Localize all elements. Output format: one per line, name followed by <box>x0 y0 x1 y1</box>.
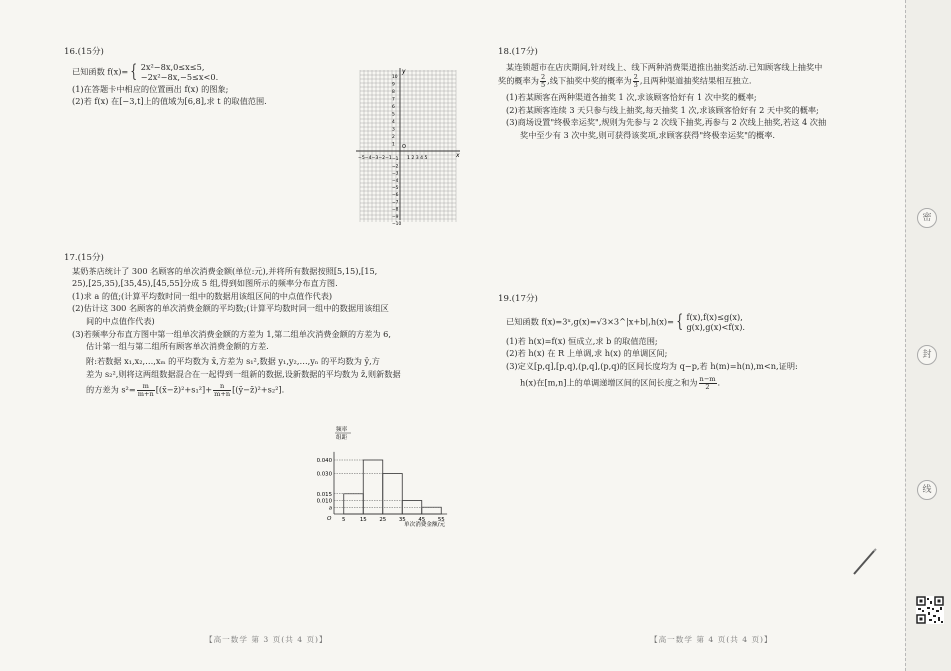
hist-bar <box>383 474 403 515</box>
y-tick-label: −8 <box>392 207 399 213</box>
hist-x-tick-label: 45 <box>418 517 426 523</box>
y-tick-label: 10 <box>392 75 398 80</box>
q16-coordinate-grid <box>352 64 464 227</box>
q17-note3: 的方差为 s²= $\frac{m}{m+n}$ [(x̄−z̄)²+s₁²]+ $\frac{n}{m+n}$ [(ȳ−z̄)²+s₂²]. <box>86 381 285 398</box>
x-ticks-positive: 1 2 3 4 5 <box>407 156 428 161</box>
y-tick-label: −2 <box>392 164 399 170</box>
q17-part3a: (3)若频率分布直方图中第一组单次消费金额的方差为 1,第二组单次消费金额的方差为 6, <box>72 328 391 339</box>
seal-feng: 封 <box>917 345 937 365</box>
y-tick-label: −6 <box>392 193 399 199</box>
q17-line1: 某奶茶店统计了 300 名顾客的单次消费金额(单位:元),并将所有数据按照[5,15),[15, <box>72 265 378 276</box>
hist-x-tick-label: 55 <box>437 517 445 523</box>
y-tick-label: 1 <box>392 142 395 148</box>
hist-x-tick-label: 15 <box>359 517 367 523</box>
q19-case2: g(x),g(x)<f(x). <box>686 322 746 333</box>
y-tick-label: 5 <box>392 112 395 118</box>
q19-case1: f(x),f(x)≤g(x), <box>686 311 743 322</box>
hist-bar <box>344 494 364 514</box>
question-19 <box>498 293 903 391</box>
y-axis-label: y <box>402 68 406 75</box>
q19-intro: 已知函数 f(x)=3ˣ,g(x)=√3×3^|x+b|,h(x)= <box>506 316 674 327</box>
hist-xlabel: 单次消费金额/元 <box>404 522 446 528</box>
q16-head: 16.(15分) <box>64 47 104 57</box>
origin-label: O <box>402 144 406 150</box>
footer-left: 【高一数学 第 3 页(共 4 页)】 <box>205 635 328 644</box>
q18-part3a: (3)商场设置"终极幸运奖",规则为先参与 2 次线下抽奖,再参与 2 次线上抽奖,若这 4 次抽 <box>506 117 827 128</box>
y-tick-label: −10 <box>392 222 402 227</box>
q19-part3b: h(x)在[m,n]上的单调递增区间的区间长度之和为 $\frac{n-m}{2}$ . <box>520 375 721 392</box>
y-tick-label: 7 <box>392 97 395 103</box>
q17-note1: 附:若数据 x₁,x₂,…,xₘ 的平均数为 x̄,方差为 s₁²,数据 y₁,y₂,…,yₙ 的平均数为 ȳ,方 <box>86 355 380 366</box>
q16-case1: 2x²−8x,0≤x≤5, <box>140 61 205 72</box>
y-tick-label: −9 <box>392 214 399 220</box>
q18-part3b: 奖中至少有 3 次中奖,则可获得该奖项,求顾客获得"终极幸运奖"的概率. <box>520 129 776 140</box>
q16-intro: 已知函数 f(x)= <box>72 66 129 77</box>
y-tick-label: −1 <box>392 157 399 163</box>
q17-part1: (1)求 a 的值;(计算平均数时同一组中的数据用该组区间的中点值作代表) <box>72 290 333 301</box>
grid-lines <box>360 70 456 222</box>
y-tick-label: −4 <box>392 178 399 184</box>
hist-x-tick-label: 5 <box>342 517 346 523</box>
q17-part2b: 间的中点值作代表) <box>86 315 155 326</box>
hist-ylabel-bottom: 组距 <box>336 435 348 441</box>
q19-part1: (1)若 h(x)=f(x) 恒成立,求 b 的取值范围; <box>506 335 658 346</box>
q17-note2: 差为 s₂²,则将这两组数据混合在一起得到一组新的数据,设新数据的平均数为 z̄,则新数据 <box>86 369 401 380</box>
hist-y-tick-label: 0.010 <box>316 498 332 505</box>
x-ticks-negative: −5−4−3−2−1 <box>358 156 392 161</box>
y-tick-label: 8 <box>392 90 395 95</box>
hist-bar <box>363 460 383 514</box>
q16-part1: (1)在答题卡中相应的位置画出 f(x) 的图象; <box>72 83 229 94</box>
hist-y-tick-label: 0.015 <box>316 491 332 498</box>
q18-part2: (2)若某顾客连续 3 天只参与线上抽奖,每天抽奖 1 次,求该顾客恰好有 2 天中奖的概率; <box>506 104 819 115</box>
q18-part1: (1)若某顾客在两种渠道各抽奖 1 次,求该顾客恰好有 1 次中奖的概率; <box>506 92 757 103</box>
hist-y-tick-label: 0.040 <box>316 458 332 464</box>
seal-mi: 密 <box>917 208 937 228</box>
y-tick-label: 3 <box>392 127 395 133</box>
x-axis-label: x <box>456 152 460 159</box>
hist-x-tick-label: 35 <box>398 517 406 523</box>
hist-bar <box>422 507 442 514</box>
y-tick-label: 6 <box>392 105 395 110</box>
y-tick-label: −7 <box>392 200 399 206</box>
y-tick-label: −3 <box>392 171 399 177</box>
q17-part2a: (2)估计这 300 名顾客的单次消费金额的平均数;(计算平均数时同一组中的数据用该组区 <box>72 303 389 314</box>
qr-code-icon <box>916 596 944 624</box>
hist-y-tick-label: 0.030 <box>316 471 332 478</box>
q16-case2: −2x²−8x,−5≤x<0. <box>140 72 219 83</box>
q16-part2: (2)若 f(x) 在[−3,t]上的值域为[6,8],求 t 的取值范围. <box>72 96 267 107</box>
q18-head: 18.(17分) <box>498 47 538 57</box>
q19-part3a: (3)定义[p,q],[p,q),(p,q],(p,q)的区间长度均为 q−p,若 h(m)=h(n),m<n,证明: <box>506 360 798 371</box>
q18-line2: 奖的概率为 $\frac{2}{5}$ ,线下抽奖中奖的概率为 $\frac{2}{3}$ ,且两种渠道抽奖结果相互独立. <box>498 73 752 90</box>
y-tick-label: 2 <box>392 135 395 140</box>
q17-head: 17.(15分) <box>64 253 104 263</box>
hist-ylabel-top: 频率 <box>336 427 348 433</box>
question-18 <box>498 46 903 142</box>
q16-function: 已知函数 f(x)= { 2x²−8x,0≤x≤5, −2x²−8x,−5≤x<0. <box>72 61 219 83</box>
y-tick-label: 9 <box>392 82 395 88</box>
seal-xian: 线 <box>917 480 937 500</box>
q17-part3b: 估计第一组与第二组所有顾客单次消费金额的方差. <box>86 341 269 352</box>
q19-function: 已知函数 f(x)=3ˣ,g(x)=√3×3^|x+b|,h(x)= { f(x),f(x)≤g(x), g(x),g(x)<f(x). <box>506 311 746 333</box>
pencil-mark-icon <box>852 548 878 576</box>
hist-x-tick-label: 25 <box>379 517 387 523</box>
question-17 <box>64 252 474 398</box>
frequency-histogram <box>300 424 470 528</box>
question-16 <box>64 46 364 108</box>
binding-strip <box>905 0 951 671</box>
y-tick-label: 4 <box>392 120 395 125</box>
hist-origin: O <box>327 516 332 522</box>
footer-right: 【高一数学 第 4 页(共 4 页)】 <box>650 635 773 644</box>
hist-y-tick-label: a <box>328 505 332 512</box>
y-tick-label: −5 <box>392 186 399 191</box>
q19-head: 19.(17分) <box>498 294 538 304</box>
q17-line2: 25),[25,35),[35,45),[45,55]分成 5 组,得到如图所示的频率分布直方图. <box>72 278 338 289</box>
q18-line1: 某连锁超市在店庆期间,针对线上、线下两种消费渠道推出抽奖活动.已知顾客线上抽奖中 <box>506 61 823 72</box>
q19-part2: (2)若 h(x) 在 R 上单调,求 h(x) 的单调区间; <box>506 348 668 359</box>
